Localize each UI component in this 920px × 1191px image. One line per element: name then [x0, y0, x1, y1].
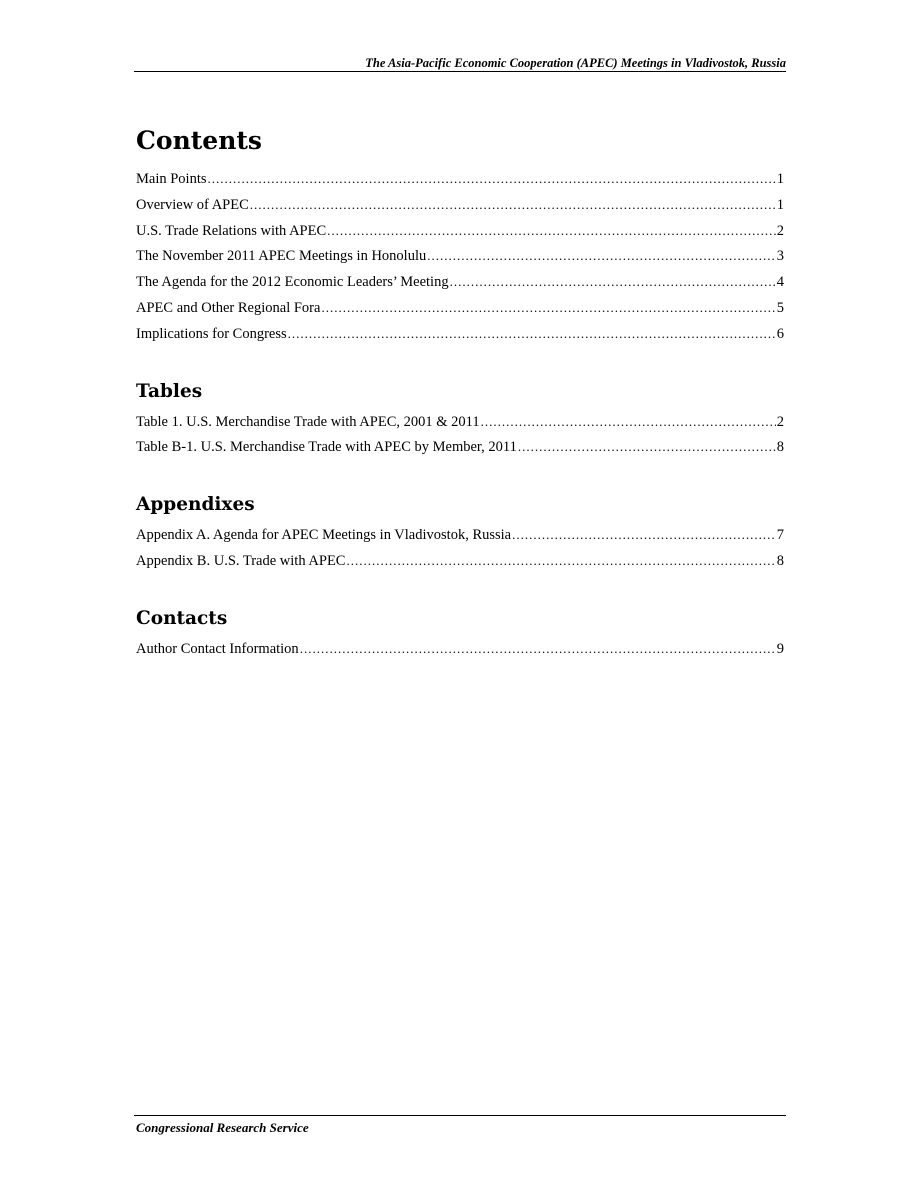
toc-entry-text: The Agenda for the 2012 Economic Leaders’ Meeting	[136, 274, 449, 291]
dot-leader	[512, 526, 776, 544]
dot-leader	[427, 247, 776, 265]
header-rule	[134, 71, 786, 72]
dot-leader	[481, 413, 776, 431]
toc-entry-page: 1	[776, 171, 784, 187]
toc-entry-page: 8	[776, 552, 784, 569]
dot-leader	[250, 196, 776, 214]
toc-entry-text: Overview of APEC	[136, 196, 249, 213]
toc-entry-page: 9	[776, 640, 784, 657]
toc-entry-text: Implications for Congress	[136, 325, 287, 342]
toc-entry[interactable]	[136, 222, 784, 248]
toc-section-appendixes	[136, 492, 784, 578]
toc-entry-page: 2	[776, 222, 784, 239]
section-title-contents: Contents	[136, 126, 263, 155]
section-gap	[136, 578, 784, 606]
toc-entry[interactable]	[136, 247, 784, 273]
toc-entry-text: Appendix B. U.S. Trade with APEC	[136, 552, 346, 569]
table-of-contents	[136, 126, 784, 666]
toc-entry-page: 2	[776, 413, 784, 430]
toc-section-contacts	[136, 606, 784, 666]
toc-entry-text: Table B-1. U.S. Merchandise Trade with APEC by Member, 2011	[136, 439, 517, 456]
toc-entry-page: 4	[776, 274, 784, 291]
toc-entry[interactable]	[136, 273, 784, 299]
running-footer: Congressional Research Service	[136, 1120, 309, 1135]
toc-entry-page: 6	[776, 325, 784, 342]
toc-entry[interactable]	[136, 438, 784, 464]
toc-entry-text: Table 1. U.S. Merchandise Trade with APEC, 2001 & 2011	[136, 413, 480, 430]
toc-entry[interactable]	[136, 413, 784, 439]
toc-entry[interactable]	[136, 299, 784, 325]
toc-entry[interactable]	[136, 552, 784, 578]
running-header: The Asia-Pacific Economic Cooperation (APEC) Meetings in Vladivostok, Russia	[365, 56, 786, 70]
section-gap	[136, 351, 784, 379]
toc-section-tables	[136, 379, 784, 465]
toc-entry-page: 5	[776, 299, 784, 316]
section-gap	[136, 464, 784, 492]
toc-entry-text: Main Points	[136, 171, 207, 187]
section-title-tables: Tables	[136, 380, 203, 402]
dot-leader	[346, 552, 775, 570]
toc-entry-text: APEC and Other Regional Fora	[136, 299, 321, 316]
dot-leader	[288, 325, 776, 343]
section-title-contacts: Contacts	[136, 607, 228, 629]
section-title-appendixes: Appendixes	[136, 494, 255, 516]
toc-entry-text: Author Contact Information	[136, 640, 299, 657]
dot-leader	[450, 273, 776, 291]
toc-entry-text: Appendix A. Agenda for APEC Meetings in Vladivostok, Russia	[136, 527, 512, 544]
toc-entry-text: The November 2011 APEC Meetings in Honolulu	[136, 248, 427, 265]
dot-leader	[208, 170, 776, 188]
toc-entry-page: 8	[776, 439, 784, 456]
toc-section-contents	[136, 126, 784, 351]
toc-entry[interactable]	[136, 170, 784, 196]
dot-leader	[321, 299, 775, 317]
toc-entry[interactable]	[136, 640, 784, 666]
dot-leader	[327, 222, 776, 240]
toc-entry[interactable]	[136, 526, 784, 552]
dot-leader	[518, 438, 776, 456]
toc-entry-page: 1	[776, 196, 784, 213]
toc-entry[interactable]	[136, 196, 784, 222]
footer-rule	[134, 1115, 786, 1116]
toc-entry-text: U.S. Trade Relations with APEC	[136, 222, 327, 239]
toc-entry-page: 3	[776, 248, 784, 265]
dot-leader	[300, 640, 776, 658]
toc-entry[interactable]	[136, 325, 784, 351]
toc-entry-page: 7	[776, 527, 784, 544]
